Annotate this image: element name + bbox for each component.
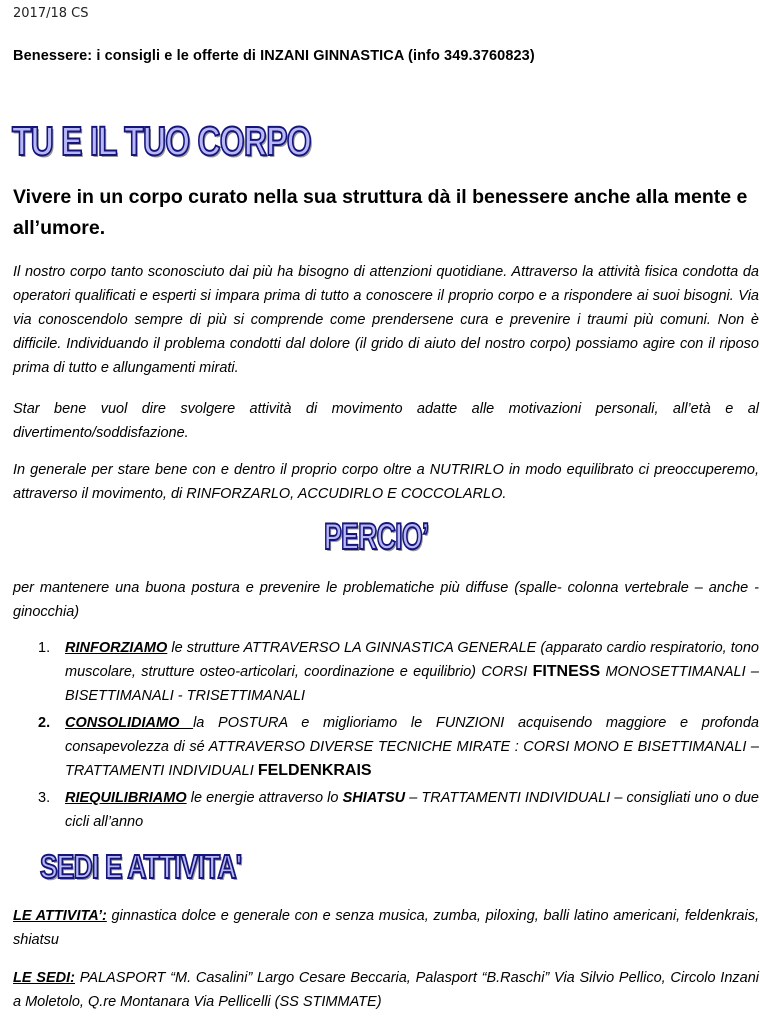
wordart-percio: PERCIO’ — [324, 516, 429, 557]
sedi-label: LE SEDI: — [13, 970, 75, 986]
wordart-sedi: SEDI E ATTIVITA' — [40, 848, 242, 885]
list-keyword: RIEQUILIBRIAMO — [65, 790, 187, 806]
list-highlight: FITNESS — [532, 663, 601, 680]
list-text: le strutture ATTRAVERSO LA GINNASTICA GENERALE (apparato cardio respiratorio, tono muscolare, strutture osteo-articolari, coordinazione e equilibrio) CORSI — [65, 640, 759, 680]
paragraph-attivita — [13, 904, 759, 952]
paragraph-sedi — [13, 966, 759, 1014]
sedi-text: PALASPORT “M. Casalini” Largo Cesare Beccaria, Palasport “B.Raschi” Via Silvio Pellico, Circolo Inzani a Moletolo, Q.re Montanara Via Pellicelli (SS STIMMATE) — [13, 970, 759, 1010]
wordart-title: TU E IL TUO CORPO — [12, 118, 311, 164]
subtitle: Vivere in un corpo curato nella sua struttura dà il benessere anche alla mente e all’umore. — [13, 186, 748, 239]
list-number: 3. — [38, 790, 51, 806]
list-text: le energie attraverso lo — [186, 790, 343, 806]
list-keyword: RINFORZIAMO — [65, 640, 168, 656]
paragraph-intro: Il nostro corpo tanto sconosciuto dai più ha bisogno di attenzioni quotidiane. Attraverso la attività fisica condotta da operatori qualificati e esperti si impara prima di tutto a conoscere il proprio corpo e a rispondere ai suoi bisogni. Via via conoscendolo sempre di più si comprende come prendersene cura e prevenire i traumi più comuni. Non è difficile. Individuando il problema condotti dal dolore (il grido di aiuto del nostro corpo) possiamo agire con il riposo prima di tutto e allungamenti mirati. — [13, 264, 759, 376]
list-tail: – TRATTAMENTI INDIVIDUALI – consigliati uno o due cicli all’anno — [65, 790, 759, 830]
list-number: 2. — [38, 715, 51, 731]
list-item — [13, 786, 759, 834]
list-tail: MONOSETTIMANALI – BISETTIMANALI - TRISETTIMANALI — [65, 664, 759, 704]
attivita-text: ginnastica dolce e generale con e senza musica, zumba, piloxing, balli latino americani, feldenkrais, shiatsu — [13, 908, 759, 948]
list-highlight: FELDENKRAIS — [257, 762, 372, 779]
paragraph-postura: per mantenere una buona postura e prevenire le problematiche più diffuse (spalle- colonna vertebrale – anche - ginocchia) — [13, 580, 759, 620]
page-header: Benessere: i consigli e le offerte di INZANI GINNASTICA (info 349.3760823) — [13, 48, 535, 64]
list-number: 1. — [38, 640, 51, 656]
benefits-list — [13, 636, 759, 837]
paragraph-in-generale: In generale per stare bene con e dentro il proprio corpo oltre a NUTRIRLO in modo equilibrato ci preoccuperemo, attraverso il movimento, di RINFORZARLO, ACCUDIRLO E COCCOLARLO. — [13, 462, 759, 502]
paragraph-star-bene: Star bene vuol dire svolgere attività di movimento adatte alle motivazioni personali, all’età e al divertimento/soddisfazione. — [13, 401, 759, 441]
attivita-label: LE ATTIVITA’: — [13, 908, 107, 924]
list-text: la POSTURA e miglioriamo le FUNZIONI acquisendo maggiore e profonda consapevolezza di sé ATTRAVERSO DIVERSE TECNICHE MIRATE : CORSI MONO E BISETTIMANALI – TRATTAMENTI INDIVIDUALI — [65, 715, 759, 779]
list-item — [13, 711, 759, 783]
school-year: 2017/18 CS — [13, 6, 89, 21]
list-item — [13, 636, 759, 708]
list-bold: SHIATSU — [342, 790, 406, 806]
list-keyword: CONSOLIDIAMO — [65, 715, 194, 731]
